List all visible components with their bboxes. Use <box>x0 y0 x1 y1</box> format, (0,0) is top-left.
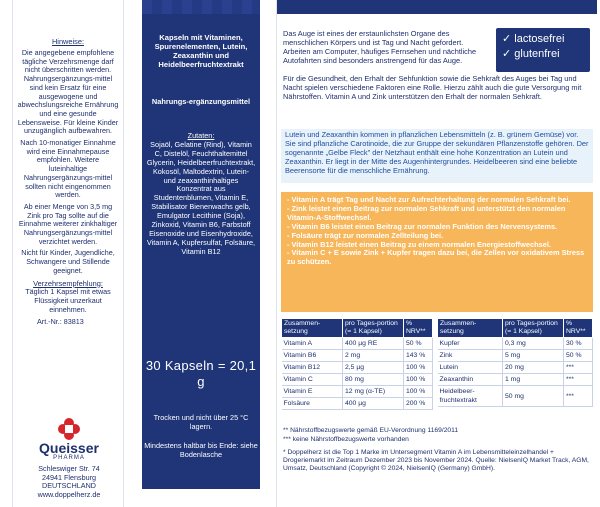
footnote-nrv: ** Nährstoffbezugswerte gemäß EU-Verordnung 1169/2011 <box>283 427 459 434</box>
nutrient-nrv: *** <box>564 386 593 407</box>
col-header: % NRV** <box>564 319 593 338</box>
table-row <box>438 362 593 374</box>
nutrient-nrv: 30 % <box>564 338 593 350</box>
col-header: Zusammen-setzung <box>282 319 343 338</box>
table-row <box>282 374 433 386</box>
right-back-panel <box>276 0 597 507</box>
lutein-info-box: Lutein und Zeaxanthin kommen in pflanzlichen Lebensmitteln (z. B. grünem Gemüse) vor. Sie sind pflanzliche Carotinoide, die zur Gruppe der sekundären Pflanzenstoffe gehören. Der sogenannte „Gelbe Fleck" der Netzhaut enthält eine hohe Konzentration an Lutein und Zeaxanthin. Er liegt in der Mitte des Augenhintergrundes. Heidelbeeren sind eine beliebte Beerensorte für die menschliche Ernährung. <box>281 129 593 183</box>
gluten-free-label: ✓ glutenfrei <box>502 48 560 60</box>
nutrition-table-right <box>437 318 593 407</box>
usage-title: Verzehrsempfehlung: <box>33 278 103 288</box>
nutrient-nrv: 100 % <box>404 362 433 374</box>
address-line: DEUTSCHLAND <box>42 481 96 491</box>
nutrient-nrv: *** <box>564 362 593 374</box>
usage-text: Täglich 1 Kapsel mit etwas Flüssigkeit unzerkaut einnehmen. <box>25 287 111 314</box>
nutrient-amount: 20 mg <box>503 362 564 374</box>
nutrient-nrv: 50 % <box>404 338 433 350</box>
table-row <box>282 338 433 350</box>
footnote-brand-claim: * Doppelherz ist die Top 1 Marke im Untersegment Vitamin A im Lebensmitteleinzelhandel + Drogeriemarkt im Zeitraum Dezember 2023 bis November 2024. Quelle: NielsenIQ Market Track, AGM, Umsatz, Deutschland (Copyright © 2024, NielsenIQ (Germany) GmbH). <box>283 449 589 473</box>
hint-paragraph: Die angegebene empfohlene tägliche Verzehrsmenge darf nicht überschritten werden. Nahrungsergänzungs-mittel sind kein Ersatz für eine ausgewogene und abwechslungsreiche Ernährung und eine gesunde Lebensweise. Für kleine Kinder unzugänglich aufbewahren. <box>17 48 119 136</box>
table-row <box>438 386 593 407</box>
intro-text: Das Auge ist eines der erstaunlichsten Organe des menschlichen Körpers und ist Tag und Nacht gefordert. Arbeiten am Computer, häufiges Fernsehen und nächtliche Autofahrten sind besonders anstrengend für das Auge. <box>283 29 477 65</box>
table-row <box>282 386 433 398</box>
capsule-count: 30 Kapseln = 20,1 g <box>145 358 257 389</box>
nutrient-amount: 80 mg <box>343 374 404 386</box>
intro-text-2: Für die Gesundheit, den Erhalt der Sehfunktion sowie die Sehkraft des Auges bei Tag und Nacht spielen verschiedene Faktoren eine Rolle. Hierzu zählt auch die gute Versorgung mit Nährstoffen. Vitamin A und Zink unterstützen den Erhalt der normalen Sehkraft. <box>283 74 582 101</box>
nutrient-nrv: 100 % <box>404 386 433 398</box>
nutrition-table-left <box>281 318 433 410</box>
nutrient-amount: 400 µg RE <box>343 338 404 350</box>
nutrient-name: Lutein <box>438 362 503 374</box>
claim-item: - Vitamin C + E sowie Zink + Kupfer tragen dazu bei, die Zellen vor oxidativem Stress zu schützen. <box>287 248 585 267</box>
nutrient-name: Folsäure <box>282 398 343 410</box>
ingredients-block <box>146 132 256 257</box>
nutrient-name: Vitamin B12 <box>282 362 343 374</box>
nutrient-name: Zink <box>438 350 503 362</box>
table-row <box>282 350 433 362</box>
product-category: Nahrungs-ergänzungsmittel <box>151 97 251 106</box>
nutrient-amount: 12 mg (α-TE) <box>343 386 404 398</box>
col-header: pro Tages-portion (= 1 Kapsel) <box>343 319 404 338</box>
col-header: % NRV** <box>404 319 433 338</box>
col-header: pro Tages-portion (= 1 Kapsel) <box>503 319 564 338</box>
col-header: Zusammen-setzung <box>438 319 503 338</box>
brand-name: Queisser <box>39 440 99 456</box>
hint-paragraph: Nach 10-monatiger Einnahme wird eine Einnahmepause empfohlen. Weitere luteinhaltige Nahrungsergänzungs-mittel sollten nicht eingenommen werden. <box>20 138 116 200</box>
nutrient-name: Vitamin A <box>282 338 343 350</box>
nutrient-name: Vitamin E <box>282 386 343 398</box>
product-headline: Kapseln mit Vitaminen, Spurenelementen, Lutein, Zeaxanthin und Heidelbeerfruchtextrakt <box>154 33 248 69</box>
claim-item: - Zink leistet einen Beitrag zur normalen Sehkraft und unterstützt den normalen Vitamin-A-Stoffwechsel. <box>287 203 566 222</box>
top-stripe <box>277 0 597 14</box>
hint-paragraph: Nicht für Kinder, Jugendliche, Schwangere und Stillende geeignet. <box>21 248 115 275</box>
nutrient-amount: 400 µg <box>343 398 404 410</box>
nutrient-nrv: *** <box>564 374 593 386</box>
claim-item: - Vitamin B6 leistet einen Beitrag zur normalen Funktion des Nervensystems. <box>287 221 558 231</box>
nutrient-amount: 0,3 mg <box>503 338 564 350</box>
nutrient-amount: 2 mg <box>343 350 404 362</box>
nutrient-amount: 5 mg <box>503 350 564 362</box>
website-link: www.doppelherz.de <box>37 489 101 499</box>
nutrient-name: Heidelbeer-fruchtextrakt <box>438 386 503 407</box>
nutrient-name: Vitamin C <box>282 374 343 386</box>
left-side-panel <box>12 0 124 507</box>
nutrient-name: Zeaxanthin <box>438 374 503 386</box>
bottom-flap <box>142 489 260 507</box>
middle-side-panel <box>142 0 260 507</box>
nutrient-amount: 1 mg <box>503 374 564 386</box>
claim-item: - Vitamin A trägt Tag und Nacht zur Aufrechterhaltung der normalen Sehkraft bei. <box>287 195 571 204</box>
footnote-no-nrv: *** keine Nährstoffbezugswerte vorhanden <box>283 436 409 443</box>
nutrient-name: Kupfer <box>438 338 503 350</box>
nutrient-amount: 2,5 µg <box>343 362 404 374</box>
free-from-badge <box>496 28 590 72</box>
ingredients-text: Sojaöl, Gelatine (Rind), Vitamin C, Distelöl, Feuchthaltemittel Glycerin, Heidelbeerfruchtextrakt, Kokosöl, Maltodextrin, Lutein- und zeaxanthinhaltiges Konzentrat aus Studentenblumen, Vitamin E, Stabilisator Bienenwachs gelb, Emulgator Lecithine (Soja), Zinkoxid, Vitamin B6, Farbstoff Eisenoxide und Eisenhydroxide, Vitamin A, Kupfersulfat, Folsäure, Vitamin B12 <box>146 139 256 256</box>
cross-logo-icon <box>58 418 80 440</box>
table-row <box>282 398 433 410</box>
table-row <box>438 350 593 362</box>
nutrient-nrv: 200 % <box>404 398 433 410</box>
health-claims-box <box>281 192 593 312</box>
brand-logo <box>13 418 125 499</box>
table-row <box>438 338 593 350</box>
nutrient-name: Vitamin B6 <box>282 350 343 362</box>
article-number: Art.-Nr.: 83813 <box>37 317 84 327</box>
hint-paragraph: Ab einer Menge von 3,5 mg Zink pro Tag sollte auf die Einnahme weiterer zinkhaltiger Nahrungsergänzungs-mittel verzichtet werden. <box>18 201 118 246</box>
claim-item: - Vitamin B12 leistet einen Beitrag zu einem normalen Energiestoffwechsel. <box>287 239 551 249</box>
ingredients-title: Zutaten: <box>187 131 215 140</box>
brand-sub: PHARMA <box>53 455 85 461</box>
nutrient-nrv: 143 % <box>404 350 433 362</box>
claim-item: - Folsäure trägt zur normalen Zellteilung bei. <box>287 230 444 240</box>
table-row <box>438 374 593 386</box>
hints-title: Hinweise: <box>51 37 85 46</box>
table-row <box>282 362 433 374</box>
best-before: Mindestens haltbar bis Ende: siehe Bodenlasche <box>144 441 258 459</box>
nutrient-nrv: 100 % <box>404 374 433 386</box>
address-line: Schleswiger Str. 74 <box>38 464 100 473</box>
storage-info: Trocken und nicht über 25 °C lagern. <box>153 413 249 431</box>
top-stripe <box>142 0 260 14</box>
address-line: 24941 Flensburg <box>42 472 96 482</box>
lactose-free-label: ✓ lactosefrei <box>502 33 565 45</box>
nutrient-nrv: 50 % <box>564 350 593 362</box>
nutrient-amount: 50 mg <box>503 386 564 407</box>
